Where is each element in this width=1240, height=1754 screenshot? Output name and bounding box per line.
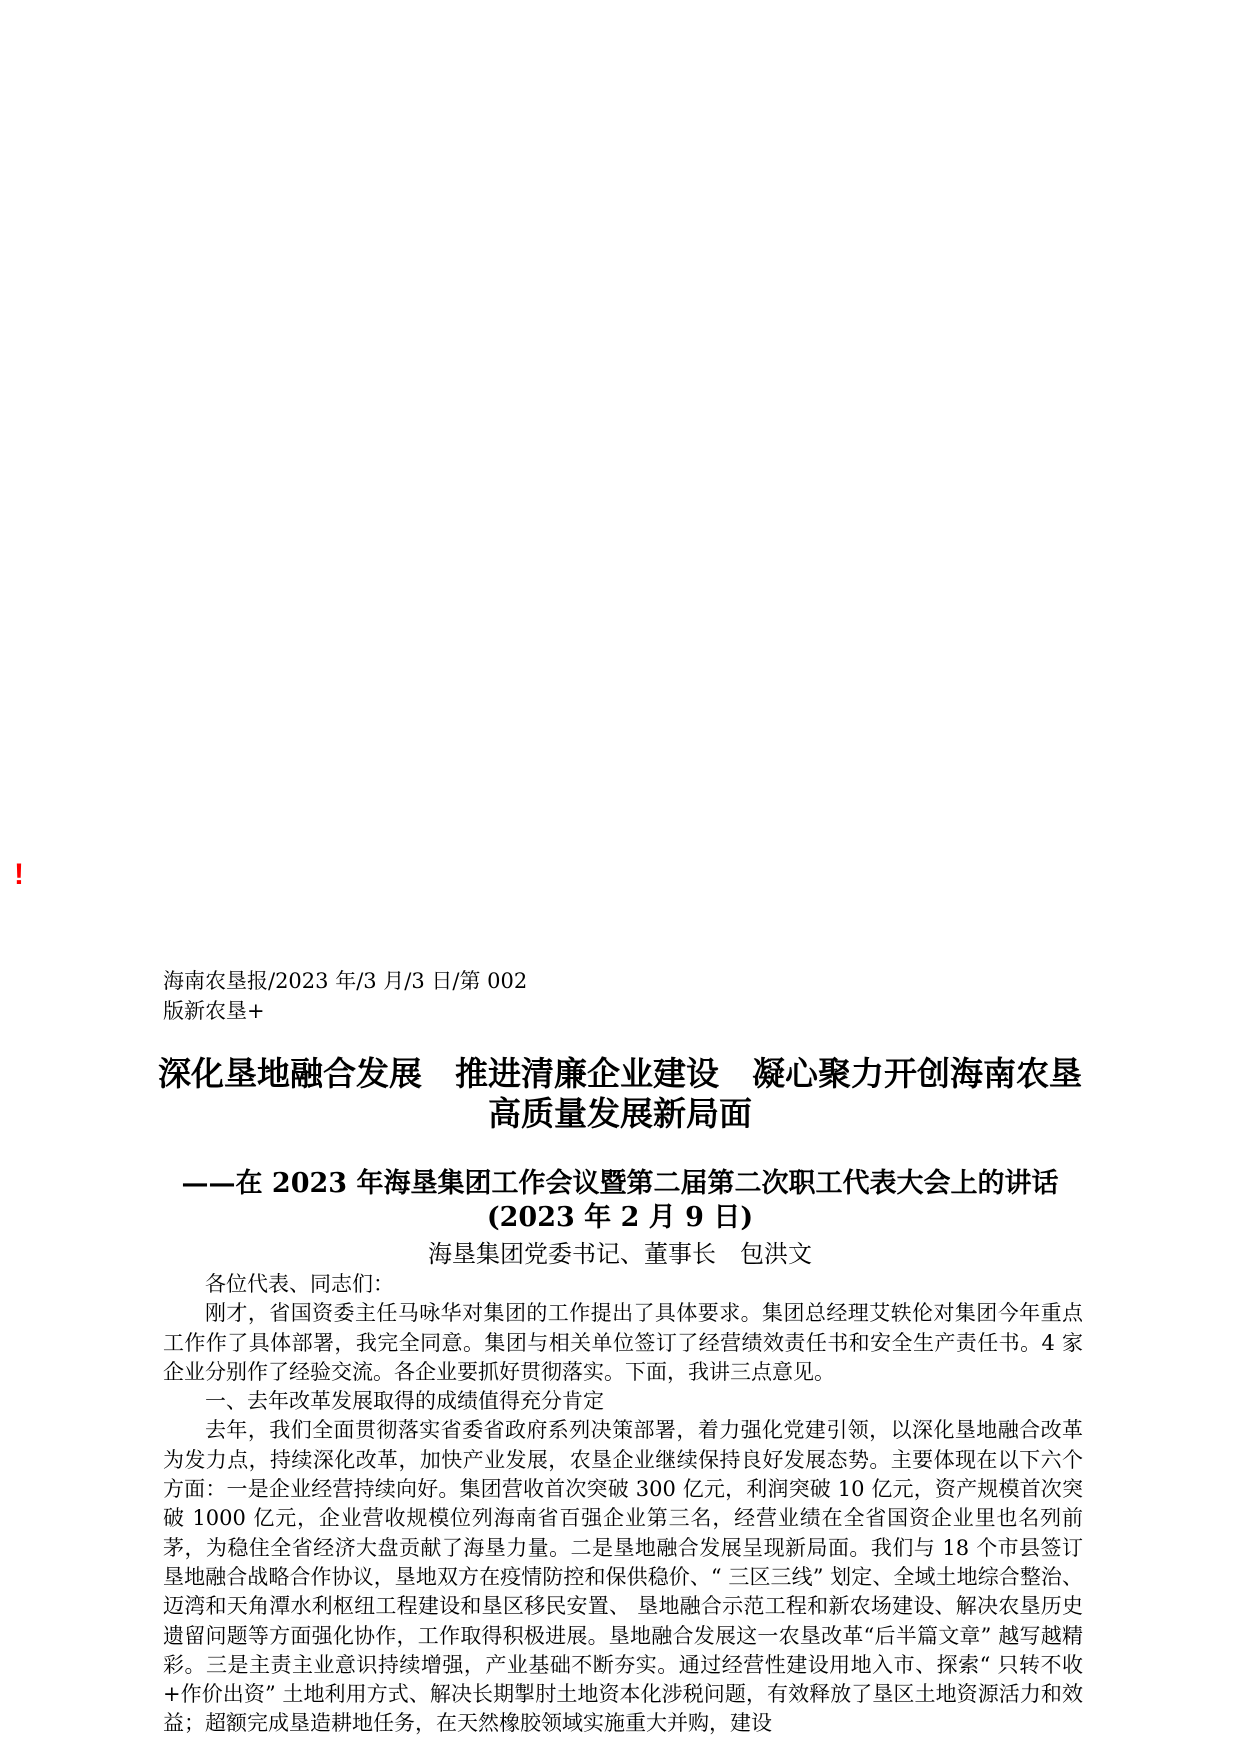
paragraph: 去年，我们全面贯彻落实省委省政府系列决策部署，着力强化党建引领，以深化垦地融合改革为发力点，持续深化改革，加快产业发展，农垦企业继续保持良好发展态势。主要体现在以下六个方面：一是企业经营持续向好。集团营收首次突破 300 亿元，利润突破 10 亿元，资产规模首次突破 1000 亿元，企业营收规模位列海南省百强企业第三名，经营业绩在全省国资企业里也名列前茅，为稳住全省经济大盘贡献了海垦力量。二是垦地融合发展呈现新局面。我们与 18 个市县签订垦地融合战略合作协议，垦地双方在疫情防控和保供稳价、“ 三区三线” 划定、全域土地综合整治、 迈湾和天角潭水利枢纽工程建设和垦区移民安置、 垦地融合示范工程和新农场建设、解决农垦历史遗留问题等方面强化协作，工作取得积极进展。垦地融合发展这一农垦改革“后半篇文章” 越写越精彩。三是主责主业意识持续增强，产业基础不断夯实。通过经营性建设用地入市、探索“ 只转不收+作价出资” 土地利用方式、解决长期掣肘土地资本化涉税问题，有效释放了垦区土地资源活力和效益；超额完成垦造耕地任务，在天然橡胶领域实施重大并购，建设 (163, 1418, 1083, 1736)
article-subtitle (150, 1167, 1090, 1235)
section-heading: 一、去年改革发展取得的成绩值得充分肯定 (205, 1389, 604, 1414)
subtitle-date: (2023 年 2 月 9 日) (486, 1202, 754, 1233)
source-line (163, 966, 563, 1026)
article-title: 深化垦地融合发展 推进清廉企业建设 凝心聚力开创海南农垦高质量发展新局面 (158, 1054, 1082, 1133)
subtitle-line-1: ——在 2023 年海垦集团工作会议暨第二届第二次职工代表大会上的讲话 (181, 1168, 1059, 1199)
paragraph: 刚才，省国资委主任马咏华对集团的工作提出了具体要求。集团总经理艾轶伦对集团今年重点工作作了具体部署，我完全同意。集团与相关单位签订了经营绩效责任书和安全生产责任书。4 家企业分别作了经验交流。各企业要抓好贯彻落实。下面，我讲三点意见。 (163, 1301, 1083, 1384)
source-line-2: 版新农垦+ (163, 999, 265, 1023)
article-body (163, 1270, 1083, 1739)
source-line-1: 海南农垦报/2023 年/3 月/3 日/第 002 (163, 969, 528, 993)
paragraph-greeting: 各位代表、同志们： (205, 1272, 394, 1296)
author-line: 海垦集团党委书记、董事长 包洪文 (428, 1240, 812, 1268)
red-exclamation-mark: ! (14, 858, 24, 891)
